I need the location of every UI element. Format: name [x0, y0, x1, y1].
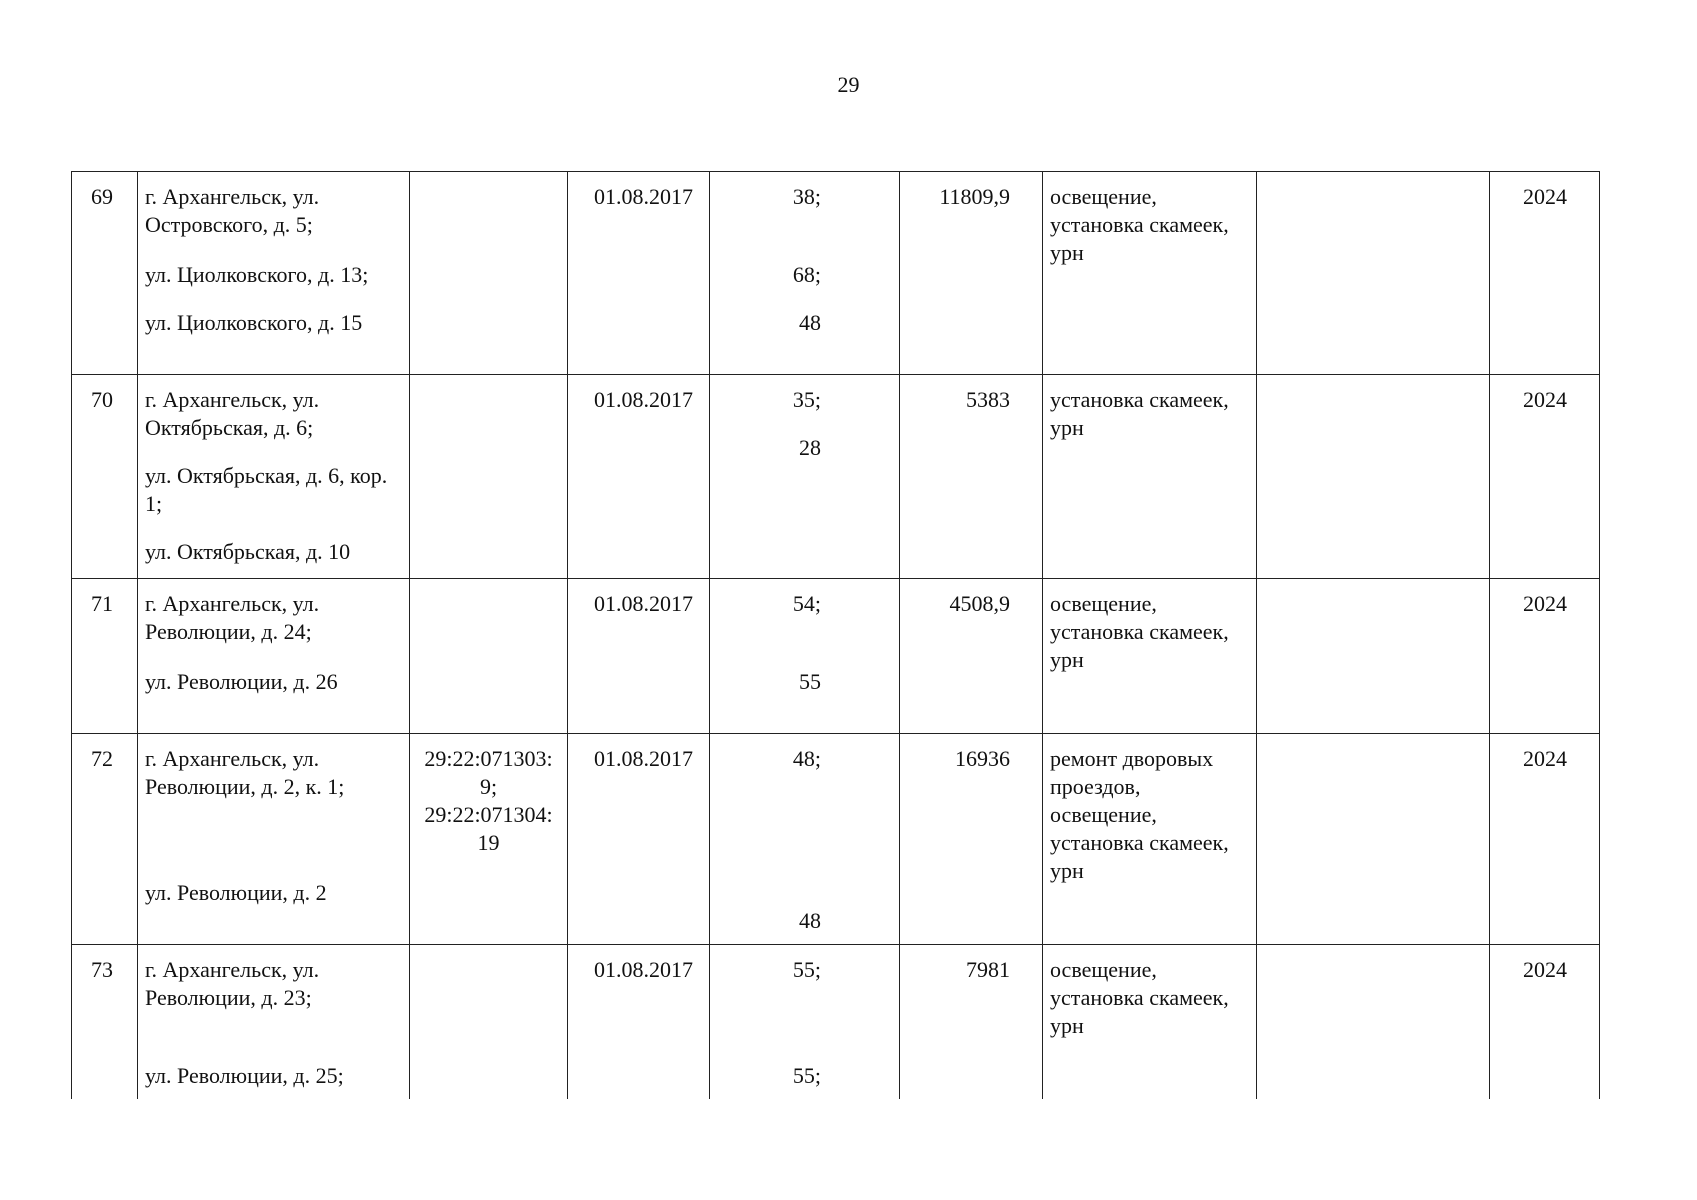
table-row	[72, 734, 1600, 945]
flats-value: 35;	[792, 387, 821, 412]
page-number: 29	[837, 72, 860, 97]
note-cell	[1257, 375, 1490, 579]
date-cell: 01.08.2017	[568, 375, 710, 579]
note-cell	[1257, 172, 1490, 375]
note-cell	[1257, 945, 1490, 1099]
year-cell: 2024	[1490, 579, 1600, 734]
works-cell: освещение, установка скамеек, урн	[1043, 579, 1257, 734]
row-number: 73	[72, 945, 138, 1099]
address-line: ул. Октябрьская, д. 6, кор. 1;	[145, 463, 388, 516]
address-line: ул. Циолковского, д. 15	[145, 310, 363, 335]
cadastral-cell	[410, 945, 568, 1099]
date-cell: 01.08.2017	[568, 734, 710, 945]
works-cell: освещение, установка скамеек, урн	[1043, 945, 1257, 1099]
address-line: ул. Революции, д. 26	[145, 669, 338, 694]
area-cell: 5383	[900, 375, 1043, 579]
table-row	[72, 945, 1600, 1099]
yard-improvement-table	[71, 171, 1600, 1099]
row-number: 71	[72, 579, 138, 734]
flats-value: 48	[799, 310, 821, 335]
flats-value: 28	[799, 435, 821, 460]
address-line: ул. Революции, д. 2	[145, 880, 327, 905]
cadastral-cell: 29:22:071303: 9; 29:22:071304: 19	[410, 734, 568, 945]
address-cell	[138, 734, 410, 945]
note-cell	[1257, 734, 1490, 945]
flats-value: 54;	[792, 591, 821, 616]
flats-cell	[710, 734, 900, 945]
year-cell: 2024	[1490, 172, 1600, 375]
flats-cell	[710, 375, 900, 579]
address-line: ул. Циолковского, д. 13;	[145, 262, 369, 287]
flats-value: 48	[799, 908, 821, 933]
row-number: 72	[72, 734, 138, 945]
flats-value: 55;	[792, 1063, 821, 1088]
area-cell: 7981	[900, 945, 1043, 1099]
address-line: г. Архангельск, ул. Островского, д. 5;	[145, 184, 320, 237]
area-cell: 4508,9	[900, 579, 1043, 734]
flats-value: 38;	[792, 184, 821, 209]
cadastral-cell	[410, 579, 568, 734]
address-line: г. Архангельск, ул. Октябрьская, д. 6;	[145, 387, 320, 440]
date-cell: 01.08.2017	[568, 579, 710, 734]
address-line: ул. Октябрьская, д. 10	[145, 539, 351, 564]
address-cell	[138, 172, 410, 375]
address-line: г. Архангельск, ул. Революции, д. 24;	[145, 591, 320, 644]
address-cell	[138, 945, 410, 1099]
table-row	[72, 172, 1600, 375]
note-cell	[1257, 579, 1490, 734]
date-cell: 01.08.2017	[568, 945, 710, 1099]
year-cell: 2024	[1490, 734, 1600, 945]
area-cell: 11809,9	[900, 172, 1043, 375]
flats-value: 55	[799, 669, 821, 694]
flats-value: 55;	[792, 957, 821, 982]
flats-cell	[710, 579, 900, 734]
flats-value: 48;	[792, 746, 821, 771]
address-line: ул. Революции, д. 25;	[145, 1063, 344, 1088]
date-cell: 01.08.2017	[568, 172, 710, 375]
cadastral-cell	[410, 172, 568, 375]
works-cell: установка скамеек, урн	[1043, 375, 1257, 579]
table-row	[72, 579, 1600, 734]
year-cell: 2024	[1490, 945, 1600, 1099]
table-row	[72, 375, 1600, 579]
area-cell: 16936	[900, 734, 1043, 945]
flats-value: 68;	[792, 262, 821, 287]
flats-cell	[710, 172, 900, 375]
address-cell	[138, 579, 410, 734]
address-line: г. Архангельск, ул. Революции, д. 23;	[145, 957, 320, 1010]
works-cell: ремонт дворовых проездов, освещение, установка скамеек, урн	[1043, 734, 1257, 945]
year-cell: 2024	[1490, 375, 1600, 579]
address-cell	[138, 375, 410, 579]
flats-cell	[710, 945, 900, 1099]
works-cell: освещение, установка скамеек, урн	[1043, 172, 1257, 375]
address-line: г. Архангельск, ул. Революции, д. 2, к. 1;	[145, 746, 345, 799]
cadastral-cell	[410, 375, 568, 579]
row-number: 69	[72, 172, 138, 375]
row-number: 70	[72, 375, 138, 579]
